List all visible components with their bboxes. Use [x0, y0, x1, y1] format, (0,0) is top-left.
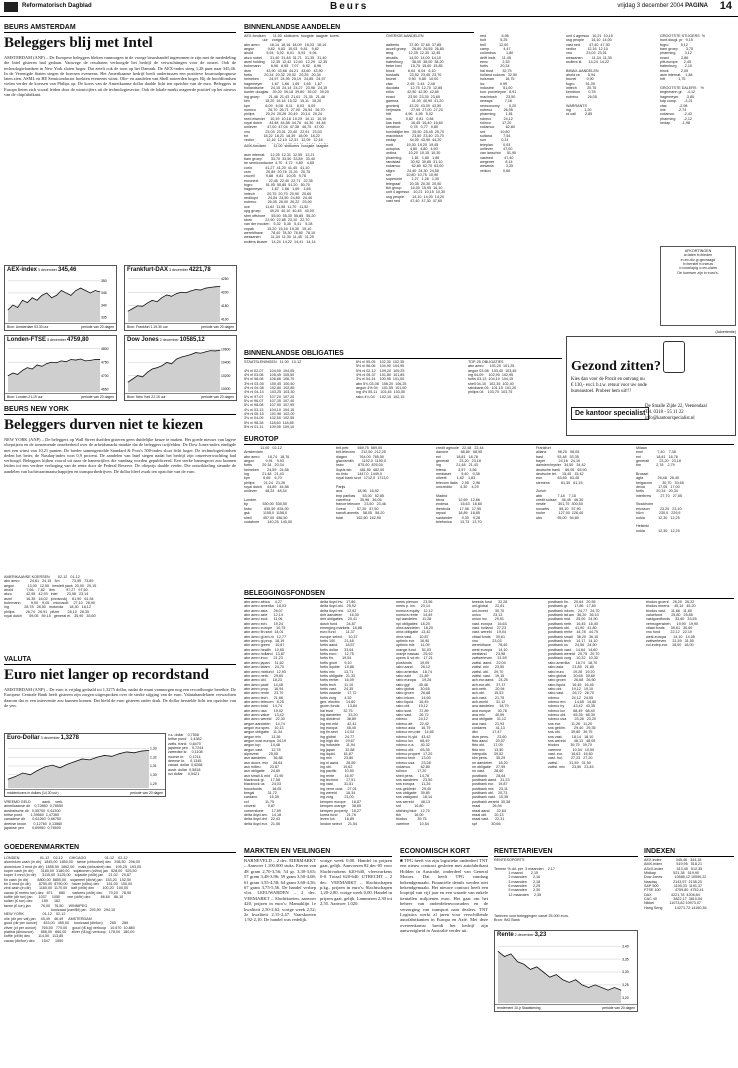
vreemd-geld-table: VREEMD GELD aank. verk. amerikaanse dlr 0,72860 0,78550 australische dlr 0,55700 0,61300 britse pond 1,39560 1,47360 canadese dlr 0,61260 0,66750 deense kroon 0,12760 0,13860 japanse yen 0,69950 0,76500: [4, 800, 64, 831]
series-area: [8, 750, 149, 788]
fondsen-col1-table: abn amro africa 4,27 abn amro amerika 18,03 abn amro asia 26,07 abn amro azie 12,14 abn amro ecol. 11,06 abn amro ech. 19,24 abn amro europe 10,75 abn amro fin.sect 14,01 abn amro gl.em.m 12,77 abn amro gl.prop. 18,19 abn amro green 10,87 abn amro health 10,65 abn amro holland 13,87 abn amro inco. 21,23 abn amro japan 11,62 abn amro latam 24,70 abn amro mixfund 12,93 abn amro neth. 29,60 abn amro obl. 18,23 abn amro pacif. 14,48 abn amro prop. 16,94 abn amro rente 23,70 abn amro tech. 21,66 abn amro telecom 8,25 abn amro total 14,74 abn amro usa 19,02 abn amro value 13,42 abn amro wereld 22,30 aegon aandelen 14,74 aegon eur.spec. 10,13 aegon obligatie 11,34 aegon mix 13,36 aegon oost europa 34,19 aegon top 14,48 aegon vast. 12,78 alpinvest 25,05 asn aandelen 36,88 asn duurz. mix 28,64 asn milieu 23,87 asn obligatie 24,60 asn small & mid 41,90 blackrock gl. 17,58 blackrock us 24,03 bouwfonds 18,05 bregal 31,72 cardano 15,39 ccf 11,75 cinvest 9,87 cornerstone 17,59 delta lloyd am. 14,18 delta lloyd dnf 22,43 delta lloyd eur. 21,06: [244, 600, 287, 826]
data-point: [549, 977, 550, 978]
data-point: [157, 301, 158, 302]
chart-plot: [495, 931, 637, 1011]
y-tick-label: 4650: [101, 387, 109, 392]
publication-name: Reformatorisch Dagblad: [22, 3, 92, 9]
chart-value: 10585,12: [179, 337, 205, 343]
data-point: [67, 764, 68, 765]
advertentie-label: (Advertentie): [715, 330, 736, 334]
data-point: [595, 985, 596, 986]
data-point: [85, 361, 86, 362]
amx-fondsen-table: AMX-fondsen 11.00 slotkoers hoogste laagste asm internat. 12,25 12,31 12,55 12,21 bam groep 33,70 33,50 33,89 33,40 be semiconductor 4,70 4,72 4,80 4,65 corio 41,27 41,20 41,45 41,10 csm 20,89 20,78 21,01 20,75 crucell 9,88 9,81 10,05 9,78 euronext 22,45 22,40 22,71 22,35 fugro 51,05 50,85 51,20 50,70 hagemeyer 1,67 1,66 1,69 1,65 imtech 20,75 20,70 20,90 20,60 nedlloyd 24,54 24,50 24,80 24,40 nutreco 26,05 26,00 26,22 25,90 oce 11,62 11,58 11,70 11,52 opg groep 40,20 40,10 40,45 40,00 sbm offshore 55,50 55,30 55,85 55,20 stork 22,90 22,85 23,10 22,70 van der moolen 5,32 5,30 5,41 5,28 vopak 15,20 15,18 15,35 15,10 wereldhave 78,40 78,30 78,80 78,10 wessanen 11,34 11,30 11,45 11,25 wolters kluwer 14,24 14,22 14,41 14,14: [244, 144, 329, 244]
y-tick-label: 4100: [221, 317, 229, 322]
newyork-headline: Beleggers durven niet te kiezen: [4, 417, 204, 433]
data-point: [601, 987, 602, 988]
data-point: [46, 363, 47, 364]
data-point: [104, 755, 105, 756]
chart-rente: [494, 930, 638, 1012]
data-point: [556, 974, 557, 975]
data-point: [32, 297, 33, 298]
chart-value: 3,23: [534, 932, 547, 938]
data-point: [13, 373, 14, 374]
y-tick-label: 10200: [221, 373, 231, 378]
markten-label: MARKTEN EN VEILINGEN: [244, 848, 392, 857]
rentetarieven-table: RENTESOPORTS Termen % dd. per 3 maanden 2,17 1 maand 2,15 2 maanden 2,16 3 maanden 2,18 6 maanden 2,25 9 maanden 2,30 12 maanden 2,35: [494, 858, 555, 897]
fondsen-col3-table: mees pierson 23,56 mees p. inv. 23,14 nomura equity 12,12 nomura rente 14,49 npi aandelen 11,28 npi obligaties 18,20 ohra aandelen 18,20 ohra obligatie 13,42 ohra vast. 10,87 optimix eur. 16,90 optimix mix 11,09 orange fund 51,03 oranje nassau 25,92 oyens & vd eb 17,21 plusfonds 19,09 rabo aand. 26,12 rabo amerika 18,74 rabo azie 21,89 rabo europa 19,26 rabo ggf 40,46 rabo global 30,65 rabo groen 26,68 rabo inkom. 14,60 rabo liquid. 16,49 rabo obl. 19,12 rabo sust. 37,89 rabo vast. 26,72 robeco 24,12 robeco afr. 22,42 robeco asia 16,79 robeco em.mkt 14,65 robeco hi-yld 43,42 robeco lux 68,49 robeco n.a. 40,32 robeco obl. 65,35 robeco propert 17,20 robeco tech 13,00 robeco usa 23,28 rodamco 62,80 rolinco 17,20 shell pens. 14,78 sns aandelen 23,50 sns europa 11,26 sns geldmkt 29,40 sns obligatie 39,80 sns vastgoed 18,14 sns wereld 48,13 snt 10,80 stiching blue 12,70 tkh 16,00 triodos 39,75 varenne 10,54: [396, 600, 434, 826]
data-point: [152, 369, 153, 370]
chart-value: 345,46: [58, 267, 77, 273]
ad-logo: De kantoor specialist: [571, 407, 649, 420]
data-point: [171, 296, 172, 297]
chart-name: Rente: [497, 932, 514, 938]
y-tick-label: 4200: [221, 290, 229, 295]
data-point: [97, 757, 98, 758]
data-point: [147, 303, 148, 304]
data-point: [162, 297, 163, 298]
newspaper-logo: [4, 2, 18, 12]
y-tick-label: 10400: [221, 360, 231, 365]
y-tick-label: 4750: [101, 360, 109, 365]
data-point: [60, 767, 61, 768]
data-point: [195, 289, 196, 290]
afkortingen-box: AFKORTINGEN a=laten b=bieden e=ex-div g=gevraagd h=herstel n=nieuw v=voorlopig x=ex-claim De koersen zijn in euro's.: [660, 246, 736, 326]
eurotop-3-table: credit agricole 22,48 22,44 danone 68,80 68,95 eni 18,81 18,78 generali 23,20 23,18 ing 21,48 21,43 intesa 3,57 3,56 mediaset 9,40 9,38 olivetti 1,82 1,83 telecom italia 2,95 2,96 unicredito 4,30 4,29 Madrid bbva 12,69 12,66 endesa 16,63 16,60 iberdrola 17,98 17,95 repsol 18,89 18,85 santander 9,30 9,28 telefonica 13,73 13,70: [436, 446, 484, 524]
data-point: [126, 752, 127, 753]
fondsen-col4-table: tweeds fund 32,28 uni-global 22,81 uni-invest 30,70 unico 23,13 union inv. 29,91 vast. europa 16,63 vast. holland 27,23 vast. wereld 19,04 vitaal fonds 30,61 vnu 23,03 wereldhave 78,40 west europa 14,10 westland 23,98 zwitserleven 31,59 zwitsl. aand. 22,04 zwitsl. mix 23,50 zwitsl. obl. 29,70 zwitsl. vast. 19,15 ach.eur.aand. 24,25 ach.eur.obl. 37,17 ach.neth. 20,94 ach.obl. 15,53 ach.vast. 21,75 ach.world 31,12 axa aandelen 18,79 axa europa 30,78 axa mix 40,59 axa obligatie 31,12 axa vast. 21,93 cordares 41,13 dbv 17,47 dsm pens. 23,60 fbto aand. 20,07 fbto obl. 17,09 fbto mix 13,50 interpolis 39,02 klm pens. 35,29 nn aandelen 18,20 nn obligatie 27,99 nn vast. 28,60 postbank 28,64 postbank aand. 31,23 postbank eur. 19,87 postbank mix 23,11 postbank obl. 20,73 postbank vast. 15,35 postbank wereld 30,38 reaal 26,94 reaal aand. 22,64 reaal obl. 20,13 reaal vast. 22,31 spf 30,66: [472, 600, 511, 826]
beleggingsfondsen-label: BELEGGINGSFONDSEN: [244, 590, 734, 599]
data-point: [66, 293, 67, 294]
eurotop-5-table: Milaan enel 7,40 7,38 eni 18,81 18,78 generali 23,20 23,18 tim 2,78 2,79 Brussel agfa 26,48 26,40 belgacom 30,70 30,65 dexia 17,05 17,00 fortis 20,34 20,34 interbrew 27,70 27,65 Stockholm ericsson 23,20 23,10 h&m 230,0 229,5 nokia 12,30 12,25 Helsinki nokia 12,30 12,25: [636, 446, 684, 533]
data-point: [8, 779, 9, 780]
chart-euro-dollar: [4, 733, 166, 797]
data-point: [89, 760, 90, 761]
data-point: [162, 365, 163, 366]
data-point: [51, 362, 52, 363]
valuta-headline: Euro niet langer op recordstand: [4, 667, 210, 683]
data-point: [582, 985, 583, 986]
data-point: [95, 359, 96, 360]
data-point: [608, 990, 609, 991]
goederenmarkten-table: LONDEN 01-12 02-12 CHICAGO 01-12 02-12 aluminium cash (in dlr) 1845,00 1850,00 tarwe (ct/bushel) dec 298,50 296,00 aluminium 3 mnd (in dlr) 1855,50 1862,00 mais (ct/bushel) dec 195,25 193,00 koper cash (in dlr) 3160,00 3180,00 sojabonen (ct/bu) jan 528,00 525,50 koper 3 mnd (in dlr) 3110,00 3125,00 sojaolie (ct/lb) jan 21,02 20,87 tin cash (in dlr) 8800,00 8850,00 sojameel (dlr/st) jan 153,20 152,50 tin 3 mnd (in dlr) 8750,00 8790,00 haver (ct/bu) dec 151,00 150,00 zink cash (in dlr) 1160,00 1170,00 kalf (ct/lb) dec 100,20 100,00 cacao (£ metric ton) dec 871 880 varkens (ct/lb) dec 79,20 78,90 koffie (dlr ton) jan 1037 1050 vee (ct/lb) dec 86,60 86,10 suiker (£ ton) dec 159 162 tarwe (£ ton) jan 76,00 76,50 WINNIPEG koolzaad (can\$/t) jan 293,90 294,10 NEW YORK 01-12 02-12 olie (dlr per vat) jan 45,49 46,49 AMSTERDAM goud (dlr per ounce) 453,00 455,00 koolzaad (dlr/ton) 265 266 zilver (ct per ounce) 765,50 770,00 goud (\$ kg) verkoop 10.670 10.880 platina (dlr/ounce) 858,00 860,00 zilver (\$ kg) verkoop 178,00 180,00 koffie (ct/lb) dec 114,50 113,85 cacao (dlr/ton) dec 1547 1550: [4, 856, 142, 943]
chart-name: Frankfurt-DAX: [127, 267, 169, 273]
chart-date: 2 december: [158, 338, 180, 342]
data-point: [152, 300, 153, 301]
data-point: [27, 302, 28, 303]
y-tick-label: 4250: [221, 276, 229, 281]
obligaties-2-table: 6½ nl 95-05 102,30 102,35 5½ nl 96-06 104,90 104,95 5% nl 02-12 109,20 109,25 4% nl 05-37 101,80 101,85 3¾ nl 04-14 100,95 101,00 abn 5¾ 03-08 106,20 106,25 aegon 4% 04 101,55 101,60 ing 4½ 05-11 103,45 103,50 rabo 4¼ 04 102,10 102,15: [356, 360, 407, 399]
fondsen-col5-table: postbank fin. 20,64 20,55 postbank gr. 17,86 17,80 postbank inkom. 24,77 24,70 postbank lat.am 36,20 36,10 postbank mid. 25,00 24,90 postbank neth. 16,45 16,40 postbank obl. 41,90 41,80 postbank rente 44,78 44,70 postbank small 36,20 36,10 postbank tech 14,17 14,10 postbank us 24,56 24,50 postbank vast. 14,64 14,60 postbank wereld 20,75 20,70 postbank zorg 10,32 10,30 rabo amerika 18,74 18,70 rabo asia 21,89 21,80 rabo euro 19,26 19,20 rabo global 30,65 30,60 rabo groen 26,68 26,60 rabo liquid. 16,49 16,45 rabo obl. 19,12 19,10 rabo vast. 26,72 26,70 robeco 24,12 24,05 robeco em. 14,65 14,60 robeco hy 43,42 43,35 robeco lux 68,49 68,40 robeco obl. 65,35 65,30 robeco usa 23,28 23,20 sns eur. 11,26 11,20 sns geldm. 29,40 29,35 sns obl. 39,80 39,75 sns vast. 18,14 18,10 sns wereld 48,13 48,05 triodos 39,75 39,70 varenne 10,54 10,50 vast. eur. 16,63 16,60 vast. hol. 27,23 27,20 zwitsl. 31,59 31,50 zwitsl. mix 23,50 23,45: [548, 600, 600, 770]
markten-col2: vorige week 0,00. Handel in prijzen gaat, gelijk. Aanvoeren 82 dec-05 voor Slachtvarkens 620-640, vleesvarkens 0-0. Totaal 620-640. UTRECHT – 2 dec. VEEMARKT – Slachtschapen p.kg., prijzen in euro's: Slachtschapen 1,20-2,80, vorige week 0,00. Handel in prijzen gaat, gelijk. Lammeren 2,30 tot 2,55. Aanvoer 1.020.: [320, 858, 392, 907]
chart-plot: [5, 336, 116, 400]
fondsen-col6-table: triodos groenf. 26,20 26,22 triodos meerw. 45,14 45,20 triodos vast. 11,66 11,60 valuefund 25,80 25,85 vastgoedfonds 33,60 33,55 vermogensbeh. 19,90 19,90 vitaal fonds 30,61 30,60 vnu fund 22,12 22,10 west.europa 14,10 14,05 zwitserleven 31,59 31,50 vol.indep.eur. 18,00 18,00: [646, 600, 699, 648]
chart-source: Bron: Frankfurt 1.19.30 uur: [127, 325, 168, 329]
chart-name: Londen-FTSE: [7, 337, 46, 343]
data-point: [176, 293, 177, 294]
data-point: [176, 359, 177, 360]
data-point: [200, 290, 201, 291]
data-point: [562, 979, 563, 980]
data-point: [141, 751, 142, 752]
wisselkoersen-table: v.s. dollar 0,7508 britse pond 1,4382 zwits. frank 0,6470 japanse yen 0,7244 zweedse kr. 0,1108 noorse kr. 0,1214 deense kr. 0,1345 canad. dollar 0,6268 austr. dollar 0,5818 nzl dollar 0,5421: [168, 733, 204, 777]
eurotop-4-table: Frankfurt allianz 98,20 98,05 basf 53,48 53,35 bayer 24,16 24,10 daimlerchrysler 34,50 34,42 deutsche bank 66,05 65,90 deutsche tel. 15,45 15,42 eon 63,60 63,45 siemens 61,30 61,15 Zurich abb 7,18 7,15 credit suisse 46,45 46,30 nestle 301,75 300,50 novartis 58,10 57,90 roche 127,00 126,40 ubs 95,00 94,80: [536, 446, 587, 520]
markten-col1: BARNEVELD – 2 dec. EIERMARKT – Aanvoer 1.100.000 stuks. Eieren van 48 gram 2,70-3,56; 54 gr. 3,30-3,63; 57 gram 3,48-3,96; 59 gram 3,50-4,08; 61 gram 3,55-4,58; 64 gram 3,68-4,56; 67 gram 3,75-5,56. De handel verliep vlot. LEEUWARDEN – 2 dec. VEEMARKT – Slachtkoeien, aanvoer 420, prijzen in euro's: Mamaklijn 1e kwaliteit 2,50-2,62, vorige week 2,52; 2e kwaliteit 2,15-2,47. Vaarskoeien 1,92-2,10. De handel was redelijk.: [244, 858, 316, 923]
eurotop-amsterdam-table: 11.00 02-12 Amsterdam abn amro 18,74 18,76 aegon 9,91 9,93 fortis 20,34 20,34 heineken 24,59 24,58 ing 21,48 21,43 kpn 6,65 6,70 philips 21,24 21,26 royal dutch 44,89 44,58 unilever 48,24 48,34 Londen bp 530,00 530,50 hsbc 835,50 834,00 gsk 1155,0 1158,0 shell 457,00 456,50 vodafone 140,25 140,00: [244, 446, 292, 524]
binnenlandse-aandelen-label: BINNENLANDSE AANDELEN: [244, 24, 474, 33]
chart-period: periode van 20 dagen: [130, 791, 163, 795]
section-title: Beurs: [330, 1, 369, 12]
data-point: [71, 359, 72, 360]
data-point: [66, 361, 67, 362]
data-point: [142, 306, 143, 307]
y-tick-label: 10600: [221, 347, 231, 352]
data-point: [82, 759, 83, 760]
series-area: [8, 359, 100, 392]
y-tick-label: 1,32: [150, 755, 157, 760]
page-number: 14: [719, 0, 732, 12]
data-point: [537, 967, 538, 968]
amsterdam-headline: Beleggers blij met Intel: [4, 35, 153, 51]
data-point: [90, 293, 91, 294]
chart-value: 4759,80: [66, 337, 89, 343]
data-point: [27, 367, 28, 368]
data-point: [195, 352, 196, 353]
goederenmarkten-label: GOEDERENMARKTEN: [4, 844, 236, 853]
y-tick-label: 3,25: [622, 983, 629, 988]
chart-plot: [125, 266, 236, 330]
data-point: [517, 961, 518, 962]
data-point: [149, 750, 150, 751]
indexen-table: AEX-index 345,46 344,18 AMX-index 519,95 518,21 AScX-index 513,45 512,35 Midkap 521,38 519,90 Dow Jones 10585,12 10590,22 Nasdaq 2143,57 2138,23 S&P 500 1190,33 1191,37 FTSE 100 4759,80 4752,41 DAX 4221,78 4206,84 CAC 40 3822,17 3810,54 Nikkei 11073,82 10973,07 Hang Seng 14271,72 14150,36: [644, 858, 707, 910]
y-tick-label: 345: [101, 291, 107, 296]
data-point: [614, 987, 615, 988]
chart-name: Euro-Dollar: [7, 735, 40, 741]
data-point: [85, 290, 86, 291]
indexen-label: INDEXEN: [644, 848, 734, 857]
data-point: [166, 362, 167, 363]
data-point: [17, 307, 18, 308]
chart-dax: [124, 265, 237, 331]
data-point: [210, 287, 211, 288]
data-point: [42, 366, 43, 367]
data-point: [530, 969, 531, 970]
y-tick-label: 3,40: [622, 944, 629, 949]
data-point: [100, 359, 101, 360]
ad-text: Kies dan voor de Prozit en ontvang nu € 130,- excl. b.t.w. retour voor uw oude bureaustoel. Probeer hem uit!!!: [571, 377, 647, 394]
data-point: [504, 956, 505, 957]
data-point: [74, 761, 75, 762]
data-point: [147, 372, 148, 373]
amerikaanse-koersen-table: AMERIKAANSE KOERSEN 02-12 01-12 abn amro 24,61 24,15 3m 73,95 73,89 aegon 13,00 12,50 hewlett pack 20,00 20,15 ahold 7,66 7,82 ibm 97,27 97,50 akzo 42,95 42,93 intel 23,98 23,14 asml 16,35 16,02 johnson&j 61,90 61,54 buhrmann 9,00 9,05 microsoft 27,10 26,90 ing 28,78 28,50 motorola 18,30 18,12 philips 26,74 26,91 pfizer 28,10 28,35 royal dutch 59,05 59,15 general el. 35,90 35,60: [4, 575, 97, 619]
data-point: [186, 356, 187, 357]
page-date: vrijdag 3 december 2004 PAGINA: [617, 3, 708, 9]
y-tick-label: 3,35: [622, 957, 629, 962]
data-point: [543, 972, 544, 973]
data-point: [13, 305, 14, 306]
data-point: [51, 297, 52, 298]
amsterdam-body: AMSTERDAM (ANP) – De Europese beleggers bleken vanmorgen in de vroege beurshandel ingenomen te zijn met de mededeling die Intel gisteren had gedaan. Vanwege de resultaten verhoogde het bedrijf de verwachtingen voor de omzet. Ook de technologiefondsen in New York sloten hoger. Dat zetelt ook de toon op het Damrak. De AEX-index steeg 1,28 punt naar 345,46. In de Verenigde Staten stegen de koersen eveneens. Het Amerikaanse bedrijf heeft ondertussen een positieve kwartaalprognose laten zien. ASML en BE Semiconductor boekten eveneens winst. Olie- en aandelen van Shell noteerden hoger. Bij de hoofdfondsen vielen verder de koersen van Philips op. De koers van de Amerikaanse dollar daalde licht ten opzichte van de euro. Beleggers in Europa lieten zich vooral leiden door de winstcijfers uit de technologiesector. Ook de lokale markt reageerde positief op het nieuws van de chipfabrikant.: [4, 55, 236, 98]
y-tick-label: 350: [101, 279, 107, 284]
economisch-kort-body: ■ TPG heeft via zijn logistieke onderdeel TNT een nieuw contract gesloten met autofabrikant Holden in Australië, onderdeel van General Motors. Dat heeft TPG vandaag bekendgemaakt. Financiële details werden niet bekendgemaakt. Het nieuwe contract heeft een looptijd van vijf jaar en een waarde van enkele tientallen miljoenen euro. Het gaat om het beheer van onderdelenvoorraden en de verzorging van transport naar dealers. TNT Logistics werkt al jaren voor verschillende autofabrikanten in Europa en Azië. Met deze overeenkomst breidt het bedrijf zijn aanwezigheid in Australië verder uit.: [400, 858, 488, 934]
data-point: [157, 367, 158, 368]
bron-rente: Tarieven voor beleggingen vanaf 25.000 euro. Bron: ING Bank: [494, 914, 570, 923]
chart-period: periode van 20 dagen: [602, 1006, 635, 1010]
data-point: [220, 350, 221, 351]
aex-fondsen-table: AEX-fondsen 11.00 slotkoers hoogste laagste koers uur vorige abn amro 18,14 18,16 18,09 18,03 18,14 aegon 9,82 9,83 10,03 9,81 9,82 ahold 5,94 5,92 6,01 5,93 5,94 akzo nobel 31,40 31,48 31,71 31,35 31,40 asml holding 12,35 12,42 12,60 12,29 12,35 buhrmann 6,96 6,95 7,07 6,92 6,96 dsm 43,90 43,68 44,21 43,60 43,90 fortis 20,34 20,32 20,52 20,25 20,34 heineken 24,97 24,95 25,19 24,85 24,97 hagemeyer 1,67 1,66 1,69 1,65 1,67 hollandsche 24,15 24,14 24,27 23,98 24,15 hunter douglas 39,20 39,18 39,80 39,02 39,20 ing groep 21,48 21,43 21,61 21,35 21,48 klm 15,20 15,18 15,32 15,11 15,20 kpn 6,09 6,08 6,11 6,03 6,09 numico 26,70 26,71 27,00 26,54 26,70 philips 20,24 20,26 20,49 20,14 20,24 reed elsevier 10,19 10,18 10,29 10,11 10,19 royal dutch 44,48 44,58 44,76 44,30 44,48 unilever 47,00 47,04 47,38 46,75 47,00 vnu 23,03 23,01 23,40 22,91 23,03 tnt 18,22 18,21 18,39 18,09 18,22 vedior 12,16 12,10 12,31 12,05 12,16: [244, 34, 339, 143]
y-tick-label: 3,20: [622, 996, 629, 1001]
data-point: [137, 375, 138, 376]
top25-obligaties-table: TOP-25 OBLIGATIES abn amro 101,20 101,25 aegon 03-08 103,40 103,45 ing 04-09 102,90 102,95 fortis 03-13 104,10 104,15 shell 04-10 102,35 102,40 rabobank 05 101,15 101,20 philips 04 103,70 103,75: [468, 360, 517, 395]
y-tick-label: 4700: [101, 373, 109, 378]
chart-date: 3 december: [39, 736, 61, 740]
chart-aex: [4, 265, 117, 331]
data-point: [56, 295, 57, 296]
data-point: [215, 287, 216, 288]
data-point: [100, 292, 101, 293]
data-point: [171, 363, 172, 364]
data-point: [134, 753, 135, 754]
staatsleningen-table: STAATSLENINGEN 11.00 10-12 4½ nl 02-07 104,00 104,05 4½ nl 03-08 105,45 105,50 5½ nl 98-08 106,66 106,70 3% nl 03-05 100,45 100,50 4% nl 04-08 102,80 102,85 4% nl 04-14 103,25 103,30 5¾ nl 97-07 107,20 107,20 5¾ nl 96-07 107,35 107,40 5¼ nl 98-08 107,90 107,95 4¼ nl 03-13 104,10 104,15 4% nl 05-15 101,98 102,00 3¾ nl 04-09 102,50 102,55 5½ nl 98-28 118,60 118,65 5% nl 01-11 109,05 109,10: [244, 360, 302, 430]
data-point: [215, 351, 216, 352]
data-point: [61, 290, 62, 291]
data-point: [133, 308, 134, 309]
y-tick-label: 3,30: [622, 970, 629, 975]
grootste-stijgers-table: GROOTSTE STIJGERS % hunt.dougl. pr 9,15 fugro 5,12 bam groep 3,75 pharming 3,12 exact 2,86 pitt-europe 2,45 batenburg 2,10 binck 2,05 asm internat. 1,84 hitt 1,75 GROOTSTE DALERS % begemann gr. -4,12 hagemeyer -3,85 kdp comp. -3,21 ctac -2,98 icts -2,74 rodamco -2,43 pharming -2,12 nedap -1,98: [660, 34, 706, 125]
rentetarieven-label: RENTETARIEVEN: [494, 848, 638, 857]
data-point: [95, 290, 96, 291]
ad-headline: Gezond zitten?: [571, 359, 661, 374]
data-point: [37, 770, 38, 771]
chart-period: periode van 20 dagen: [201, 395, 234, 399]
valuta-body: AMSTERDAM (ANP) – De euro is vrijdag gedaald tot 1,3275 dollar, nadat de munt vanmorgen nog een recordhoogte bereikte. De Europese Centrale Bank heeft gisteren zijn zorgen uitgesproken over de sterke stijging van de euro. Valutahandelaren verwachten daarom dat er een interventie zou kunnen komen. Dat hield de euro gisteren onder druk. De dollar herstelde licht ten opzichte van de yen.: [4, 687, 236, 708]
data-point: [90, 360, 91, 361]
chart-plot: [5, 266, 116, 330]
data-point: [166, 295, 167, 296]
chart-name: AEX-index: [7, 267, 38, 273]
y-tick-label: 1,30: [150, 773, 157, 777]
data-point: [75, 290, 76, 291]
data-point: [220, 286, 221, 287]
y-tick-label: 1,31: [150, 764, 157, 769]
chart-ftse: [4, 335, 117, 401]
chart-period: periode van 20 dagen: [81, 395, 114, 399]
data-point: [133, 379, 134, 380]
y-tick-label: 1,33: [150, 746, 157, 751]
data-point: [200, 353, 201, 354]
data-point: [205, 288, 206, 289]
data-point: [15, 776, 16, 777]
beurs-amsterdam-label: BEURS AMSTERDAM: [4, 24, 236, 33]
chart-period: periode van 20 dagen: [81, 325, 114, 329]
y-tick-label: 1,29: [150, 781, 157, 786]
chart-plot: [5, 734, 165, 796]
data-point: [137, 305, 138, 306]
advertisement[interactable]: [566, 336, 736, 436]
chart-value: 4221,78: [189, 267, 211, 273]
data-point: [128, 311, 129, 312]
data-point: [23, 773, 24, 774]
data-point: [80, 288, 81, 289]
chart-name: Dow Jones: [127, 337, 159, 343]
data-point: [205, 352, 206, 353]
data-point: [56, 362, 57, 363]
beurs-newyork-label: BEURS NEW YORK: [4, 406, 236, 415]
chart-source: middenkoers in dollars (14.30 uur): [7, 791, 59, 795]
chart-dowjones: [124, 335, 237, 401]
fondsen-col2-table: delta lloyd inv. 17,86 delta lloyd obl. 25,92 delta lloyd red. 12,02 dnh aandelen 16,30 dnh obligaties 20,41 dutch fund 24,87 emerging markets 18,88 euro fund 11,37 europe select 10,37 fortis 100 21,48 fortis aand. 18,57 fortis dollar 33,64 fortis euro 12,75 fortis fin. 19,54 fortis groei 9,10 fortis liquide 10,86 fortis mix 13,71 fortis obligatie 21,33 fortis renter. 16,09 fortis tech 11,10 fortis vast. 24,35 fortis waarde 17,72 fortis zorg 4,52 gen. electric 14,60 groen fonds 13,84 hal trust 32,75 ing aandelen 33,20 ing dividend 38,89 ing em.mkt 42,41 ing europa 46,40 ing fin.sect 14,04 ing global 24,77 ing high div. 29,67 ing industrie 11,94 ing japan 32,88 ing liquid. 61,87 ing mix 23,80 ing nl aand. 26,59 ing obl. 19,62 ing pacific 10,50 ing rente 16,97 ing technol. 17,51 ing vast. 31,51 ing verre oost. 27,01 ing wereld 16,34 ing zorg 21,00 kempen europe 18,87 kempen orange 38,65 kempen property 18,27 korea fund 21,76 leven lux. 16,89 london select 21,54: [320, 600, 362, 826]
data-point: [61, 361, 62, 362]
chart-date: 3 december: [168, 268, 189, 272]
series-area: [8, 288, 100, 322]
chart-source: Bron: New York 22.15 uur: [127, 395, 166, 399]
data-point: [498, 951, 499, 952]
ad-contact: De Smalle Zijde 22, Veenendaal Tel. 0318 - 55 11 22 info@kantoorspecialist.nl: [645, 404, 707, 421]
data-point: [142, 377, 143, 378]
chart-value: 1,3278: [60, 735, 80, 741]
data-point: [46, 293, 47, 294]
y-tick-label: 4150: [221, 303, 229, 308]
data-point: [52, 765, 53, 766]
eurotop-2-table: brit.petr. 569,75 569,00 brit.telecom 212,50 212,25 diageo 764,00 765,50 glaxosmith 1192,0 1190,0 hsbc 875,00 876,00 lloyds tsb 481,50 482,00 rio tinto 1447,0 1449,0 royal bank scot 1712,0 1713,0 Parijs axa 18,96 18,92 bnp paribas 53,00 52,85 carrefour 35,96 36,05 france telecom 23,50 23,46 l'oreal 57,20 57,50 sanofi-aventis 58,05 58,20 total 162,60 162,90: [336, 446, 389, 520]
y-tick-label: 4800: [101, 346, 109, 351]
data-point: [112, 756, 113, 757]
chart-source: Bron: Amsterdam 03.30 uur: [7, 325, 49, 329]
valuta-label: VALUTA: [4, 656, 236, 665]
data-point: [8, 310, 9, 311]
data-point: [181, 357, 182, 358]
fondsen-extra-table: unit 4 agresso 10,21 10,15 usg people 14,10 14,00 vast ned 47,40 47,30 vedior 12,16 12,10 vnu 23,03 23,01 wessanen 11,34 11,30 wolters kl. 14,24 14,22 BIMAX-AANDELEN ahold cs 5,94 brunel 9,90 fugro 51,05 imtech 20,75 kendrion 0,78 nutreco 26,05 WARRANTS ing 1,20 rd call 2,85: [566, 34, 613, 117]
data-point: [22, 300, 23, 301]
data-point: [17, 374, 18, 375]
eurotop-label: EUROTOP: [244, 436, 734, 445]
page-header: [0, 0, 738, 17]
data-point: [22, 370, 23, 371]
data-point: [191, 291, 192, 292]
overige-aandelen-2-table: ned 6,96 bolt 5,25 brill 12,00 camp 4,47 columbus 1,80 delft instr. 11,45 eenc 2,35 fortis 20,34 hal trust 32,75 holland colours 32,50 huisman 16,75 icc 0,99 industrie 51,00 kon. porceleyne 8,91 macintosh 23,50 neways 7,16 newconomy 0,20 nutreco 26,05 pharming 1,81 robeco 24,12 rolinco 17,20 rodamco 62,80 snt 10,80 sultana 7,54 sun 0,31 teleplan 0,93 unilever 47,00 van lanschot 51,90 vastned 47,40 wegener 8,14 weweda 3,35 xeikon 0,66: [480, 34, 518, 173]
data-point: [37, 365, 38, 366]
binnenlandse-obligaties-label: BINNENLANDSE OBLIGATIES: [244, 350, 562, 359]
data-point: [45, 767, 46, 768]
data-point: [32, 369, 33, 370]
chair-icon: [663, 341, 685, 373]
chart-plot: [125, 336, 236, 400]
data-point: [569, 982, 570, 983]
chart-date: 2 december: [513, 933, 535, 937]
data-point: [588, 987, 589, 988]
data-point: [119, 753, 120, 754]
data-point: [30, 775, 31, 776]
data-point: [575, 979, 576, 980]
y-tick-label: 340: [101, 303, 107, 308]
data-point: [37, 300, 38, 301]
economisch-kort-label: ECONOMISCH KORT: [400, 848, 488, 857]
series-area: [128, 350, 220, 392]
data-point: [8, 375, 9, 376]
data-point: [80, 359, 81, 360]
chart-source: rendement 10-jr Staatslening: [497, 1006, 541, 1010]
data-point: [128, 382, 129, 383]
data-point: [75, 360, 76, 361]
data-point: [210, 350, 211, 351]
data-point: [621, 990, 622, 991]
data-point: [191, 354, 192, 355]
y-tick-label: 335: [101, 315, 107, 320]
chart-source: Bron: Londen 21.19 uur: [7, 395, 43, 399]
overige-aandelen-table: OVERIGE AANDELEN aalberts 37,50 37,60 37,85 accell groep 26,60 26,55 26,80 amg 12,35 12,30 12,45 arcadis 14,00 14,00 14,10 batenburg 38,00 38,00 38,20 beter bed 15,70 15,60 15,85 binck 6,04 6,04 6,10 boskalis 23,52 23,45 23,70 brunel 9,90 9,85 10,00 ctac 2,45 2,44 2,48 docdata 12,75 12,70 12,85 eriks 42,50 42,50 42,80 exact 23,50 23,35 23,65 gamma 41,00 40,90 41,20 grontmij 43,25 43,00 43,50 heijmans 27,05 27,00 27,20 hitt 4,96 4,95 5,02 icts 0,82 0,81 0,84 kas bank 16,45 16,40 16,60 kendrion 0,78 0,77 0,80 koninklijke ten 25,50 25,45 25,70 macintosh 23,50 23,40 23,70 nedap 44,00 43,90 44,20 norit 19,30 19,20 19,45 octoplus 4,80 4,80 4,90 ordina 10,20 10,15 10,30 pharming 1,81 1,80 1,85 randstad 30,92 30,85 31,10 rodamco 62,80 62,70 63,00 sligro 24,40 24,30 24,55 snt 10,80 10,75 10,90 superunie 1,27 1,26 1,30 telegraaf 20,35 20,30 20,50 tkh group 16,00 15,95 16,10 unit 4 agresso 10,21 10,15 10,30 usg people 14,10 14,00 14,20 vast ned 47,40 47,30 47,60: [386, 34, 446, 204]
data-point: [71, 295, 72, 296]
data-point: [511, 954, 512, 955]
chart-period: periode van 20 dagen: [201, 325, 234, 329]
data-point: [524, 964, 525, 965]
data-point: [42, 295, 43, 296]
series-area: [128, 286, 220, 322]
data-point: [186, 292, 187, 293]
data-point: [181, 292, 182, 293]
chart-date: 3 december: [37, 268, 58, 272]
chart-date: 3 december: [46, 338, 67, 342]
newyork-body: NEW YORK (ANP) – De beleggers op Wall Street durfden gisteren geen duidelijke keuze te maken. Het goede nieuws van lagere olieprijzen en de toenemende onzekerheid over de arbeidsmarkt maakte dat de beleggers twijfelden. De Dow Jones-index eindigde met een winst van 10,21 punten. De breder samengestelde Standard & Poor's 500-index sloot licht hoger. De technologiefondsen deden het beter, de Nasdaq-index won 0,9 procent. De aandelen van Intel stegen nadat het bedrijf zijn omzetverwachting had verhoogd. Beleggers kijken vooral uit naar de banencijfers die vandaag worden gepubliceerd. Een sterke banengroei zou kunnen leiden tot een verdere verhoging van de rente door de Federal Reserve. De olieprijs daalde verder. Die ontwikkeling steunde de aandelen van luchtvaartmaatschappijen en transportbedrijven. De dollar bleef zwak ten opzichte van de euro.: [4, 437, 236, 474]
y-tick-label: 10000: [221, 386, 231, 391]
